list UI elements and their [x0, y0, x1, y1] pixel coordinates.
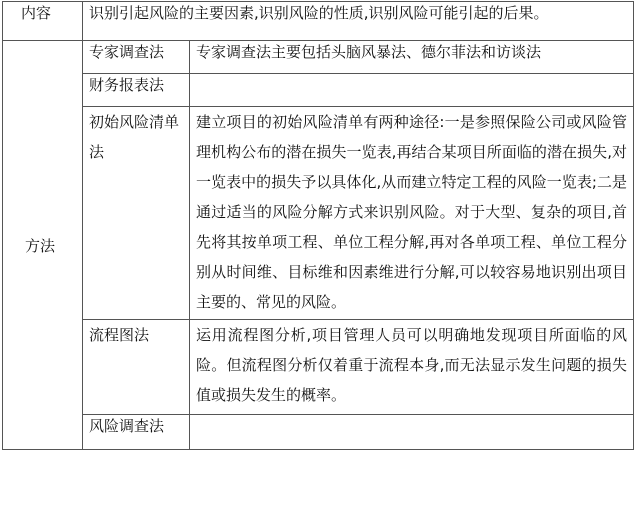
risk-identification-table — [2, 1, 634, 450]
method-description: 专家调查法主要包括头脑风暴法、德尔菲法和访谈法 — [190, 41, 634, 74]
method-description-text: 运用流程图分析,项目管理人员可以明确地发现项目所面临的风险。但流程图分析仅着重于流程本身,而无法显示发生问题的损失值或损失发生的概率。 — [196, 326, 628, 404]
content-label: 内容 — [3, 2, 83, 41]
method-row-financial-statement — [3, 74, 634, 107]
method-name — [83, 107, 190, 320]
method-description — [190, 107, 634, 320]
method-row-flowchart — [3, 320, 634, 415]
method-label: 方法 — [3, 41, 83, 450]
method-name: 专家调查法 — [83, 41, 190, 74]
content-row — [3, 2, 634, 41]
method-name: 风险调查法 — [83, 415, 190, 450]
method-row-expert-survey — [3, 41, 634, 74]
method-description — [190, 74, 634, 107]
content-text: 识别引起风险的主要因素,识别风险的性质,识别风险可能引起的后果。 — [83, 2, 634, 41]
method-name-text: 流程图法 — [89, 326, 150, 344]
method-row-risk-survey — [3, 415, 634, 450]
method-name-text: 初始风险清单法 — [89, 113, 180, 161]
method-description — [190, 415, 634, 450]
method-row-initial-risk-list — [3, 107, 634, 320]
method-name: 财务报表法 — [83, 74, 190, 107]
method-description-text: 建立项目的初始风险清单有两种途径:一是参照保险公司或风险管理机构公布的潜在损失一览表,再结合某项目所面临的潜在损失,对一览表中的损失予以具体化,从而建立特定工程的风险一览表;二是通过适当的风险分解方式来识别风险。对于大型、复杂的项目,首先将其按单项工程、单位工程分解,再对各单项工程、单位工程分别从时间维、目标维和因素维进行分解,可以较容易地识别出项目主要的、常见的风险。 — [196, 113, 628, 311]
method-name — [83, 320, 190, 415]
method-description — [190, 320, 634, 415]
